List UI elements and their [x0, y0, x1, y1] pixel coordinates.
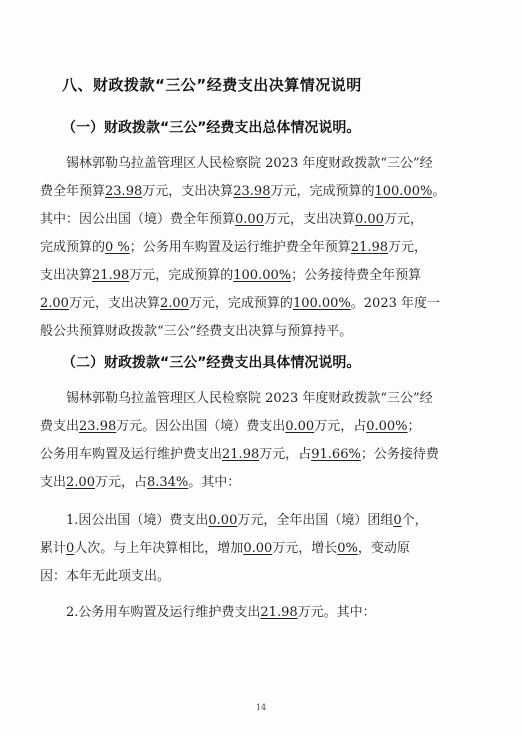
text-segment: 支出决算: [40, 268, 93, 283]
underlined-amount: 0.00: [285, 419, 315, 434]
subsection-1-title: （一）财政拨款“三公”经费支出总体情况说明。: [62, 120, 361, 136]
text-line: [40, 599, 490, 627]
text-segment: 人次。与上年决算相比，增加: [74, 541, 244, 556]
text-segment: 累计: [40, 541, 67, 556]
underlined-amount: 0.00: [208, 513, 238, 528]
text-segment: 其中：因公出国（境）费全年预算: [40, 212, 236, 227]
text-segment: 万元，完成预算的: [270, 184, 375, 199]
text-segment: 万元，: [383, 212, 423, 227]
text-segment: 万元。其中：: [297, 605, 376, 620]
text-line: [40, 385, 490, 413]
text-segment: 万元，占: [259, 447, 312, 462]
text-segment: 万元，占: [94, 475, 147, 490]
text-segment: 万元，占: [314, 419, 367, 434]
underlined-amount: 21.98: [222, 447, 260, 462]
text-line: [40, 563, 490, 591]
subsection-2-paragraph: [40, 385, 490, 497]
text-segment: 万元，增长: [272, 541, 338, 556]
underlined-amount: 8.34%: [146, 475, 189, 490]
text-segment: ；: [407, 419, 421, 434]
text-segment: ；公务接待费: [360, 447, 439, 462]
text-segment: 锡林郭勒乌拉盖管理区人民检察院 2023 年度财政拨款“三公”经: [66, 156, 433, 171]
text-segment: 万元，: [388, 240, 428, 255]
underlined-amount: 0: [66, 541, 75, 556]
underlined-amount: 100.00%: [292, 296, 351, 311]
text-segment: 费全年预算: [40, 184, 106, 199]
underlined-amount: 0.00: [235, 212, 264, 227]
underlined-amount: 0.00%: [366, 419, 408, 434]
text-line: [40, 469, 490, 497]
text-segment: 万元，完成预算的: [129, 268, 234, 283]
underlined-amount: 100.00%: [233, 268, 292, 283]
text-segment: 公务用车购置及运行维护费支出: [40, 447, 223, 462]
underlined-amount: 21.98: [350, 240, 389, 255]
text-segment: 万元，完成预算的: [188, 296, 293, 311]
text-segment: 费支出: [40, 419, 80, 434]
text-segment: 万元，支出决算: [68, 296, 160, 311]
text-line: [40, 535, 490, 563]
text-segment: 般公共预算财政拨款“三公”经费支出决算与预算持平。: [40, 324, 353, 339]
text-segment: 2.公务用车购置及运行维护费支出: [66, 605, 261, 620]
subsection-2-title: （二）财政拨款“三公”经费支出具体情况说明。: [62, 355, 361, 371]
text-segment: 锡林郭勒乌拉盖管理区人民检察院 2023 年度财政拨款“三公”经: [66, 391, 433, 406]
item-2-paragraph: [40, 599, 490, 627]
text-line: [40, 150, 490, 178]
underlined-amount: 0.00: [243, 541, 273, 556]
text-segment: 1.因公出国（境）费支出: [66, 513, 209, 528]
text-segment: ，变动原: [357, 541, 410, 556]
text-line: [40, 318, 490, 346]
text-line: [40, 262, 490, 290]
underlined-amount: 100.00%: [374, 184, 433, 199]
text-segment: ；公务接待费全年预算: [291, 268, 422, 283]
underlined-amount: 0.00: [354, 212, 384, 227]
text-segment: 。2023 年度一: [350, 296, 440, 311]
text-line: [40, 290, 490, 318]
underlined-amount: 2.00: [159, 296, 189, 311]
text-segment: 完成预算的: [40, 240, 106, 255]
text-segment: 万元，全年出国（境）团组: [237, 513, 394, 528]
text-segment: 万元，支出决算: [263, 212, 355, 227]
text-line: [40, 413, 490, 441]
page-number: 14: [255, 703, 267, 712]
underlined-amount: 0 %: [105, 240, 130, 255]
underlined-amount: 91.66%: [311, 447, 361, 462]
text-line: [40, 234, 490, 262]
text-segment: 。其中：: [188, 475, 241, 490]
text-segment: 。: [432, 184, 446, 199]
section-heading: 八、财政拨款“三公”经费支出决算情况说明: [62, 76, 362, 94]
underlined-amount: 2.00: [66, 475, 95, 490]
underlined-amount: 2.00: [40, 296, 69, 311]
text-line: [40, 206, 490, 234]
text-line: [40, 441, 490, 469]
underlined-amount: 0: [393, 513, 402, 528]
underlined-amount: 23.98: [79, 419, 117, 434]
text-line: [40, 178, 490, 206]
underlined-amount: 23.98: [105, 184, 143, 199]
underlined-amount: 23.98: [233, 184, 271, 199]
text-line: [40, 507, 490, 535]
text-segment: 万元。因公出国（境）费支出: [116, 419, 286, 434]
item-1-paragraph: [40, 507, 490, 591]
underlined-amount: 21.98: [260, 605, 298, 620]
subsection-1-paragraph: [40, 150, 490, 346]
underlined-amount: 21.98: [92, 268, 130, 283]
text-segment: 个，: [401, 513, 428, 528]
underlined-amount: 0%: [337, 541, 358, 556]
text-segment: 因：本年无此项支出。: [40, 569, 171, 584]
text-segment: 支出: [40, 475, 67, 490]
text-segment: 万元，支出决算: [142, 184, 234, 199]
text-segment: ；公务用车购置及运行维护费全年预算: [129, 240, 351, 255]
